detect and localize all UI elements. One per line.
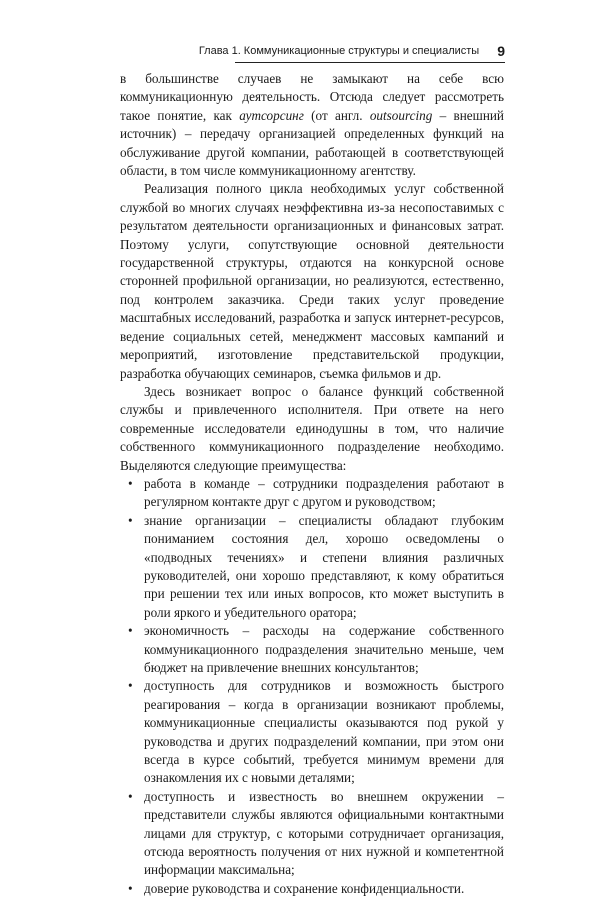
list-item xyxy=(120,512,504,622)
list-item xyxy=(120,880,504,898)
paragraph: Здесь возникает вопрос о балансе функций собственной службы и привлеченного исполнителя. При ответе на него современные исследователи единодушны в том, что наличие собственного коммуникационного подразделение необходимо. Выделяются следующие преимущества: xyxy=(120,383,504,473)
paragraph-continuation xyxy=(120,70,504,180)
page-body xyxy=(120,70,504,898)
term-outsourcing: аутсорсинг xyxy=(239,107,304,123)
chapter-title: Глава 1. Коммуникационные структуры и специалисты xyxy=(198,45,480,57)
paragraph-text: в большинстве случаев не замыкают на себе всю коммуникационную деятельность. Отсюда следует рассмотреть такое понятие, как xyxy=(120,71,504,123)
list-item xyxy=(120,677,504,787)
paragraph: Реализация полного цикла необходимых услуг собственной службой во многих случаях неэффективна из-за несопоставимых с результатом деятельности организационных и финансовых затрат. Поэтому услуги, сопутствующие основной деятельности государственной структуры, отдаются на конкурсной основе сторонней профильной организации, но реализуются, естественно, под контролем заказчика. Среди таких услуг проведение масштабных исследований, разработка и запуск интернет-ресурсов, ведение социальных сетей, менеджмент массовых кампаний и мероприятий, изготовление представительской продукции, разработка обучающих семинаров, съемка фильмов и др. xyxy=(120,181,504,381)
bullet-icon: • xyxy=(128,623,133,639)
bullet-icon: • xyxy=(128,880,133,896)
list-item-text: доступность и известность во внешнем окружении – представители службы являются официальными контактными лицами для структур, с которыми сотрудничает организация, отсюда вероятность получения от них нужной и компетентной информации максимальна; xyxy=(144,788,504,878)
bullet-icon: • xyxy=(128,788,133,804)
page-number: 9 xyxy=(497,43,505,59)
bullet-icon: • xyxy=(128,475,133,491)
list-item-text: экономичность – расходы на содержание собственного коммуникационного подразделения значительно меньше, чем бюджет на привлечение внешних консультантов; xyxy=(144,623,504,675)
bullet-icon: • xyxy=(128,512,133,528)
list-item-text: знание организации – специалисты обладают глубоким пониманием состояния дел, хорошо осведомлены о «подводных течениях» и степени влияния различных руководителей, они хорошо представляют, к кому обратиться при решении тех или иных вопросов, кто может выступить в роли яркого и убедительного оратора; xyxy=(144,512,504,620)
list-item-text: доступность для сотрудников и возможность быстрого реагирования – когда в организации возникают проблемы, коммуникационные специалисты оказываются под рукой у руководства и других подразделений компании, при этом они всегда в курсе событий, требуется минимум времени для ознакомления их с новыми деталями; xyxy=(144,678,504,786)
list-item xyxy=(120,622,504,677)
bullet-icon: • xyxy=(128,678,133,694)
term-outsourcing-en: outsourcing xyxy=(369,107,433,123)
list-item-text: работа в команде – сотрудники подразделения работают в регулярном контакте друг с другом и руководством; xyxy=(144,475,504,510)
running-header xyxy=(198,40,505,63)
list-item-text: доверие руководства и сохранение конфиденциальности. xyxy=(144,880,465,896)
list-item xyxy=(120,788,504,880)
advantages-list xyxy=(120,475,504,898)
list-item xyxy=(120,475,504,512)
paragraph-text: (от англ. xyxy=(303,107,370,123)
paragraph-text: – внешний источник) – передачу организацией определенных функций на обслуживание другой компании, работающей в соответствующей области, в том числе коммуникационному агентству. xyxy=(120,107,504,179)
